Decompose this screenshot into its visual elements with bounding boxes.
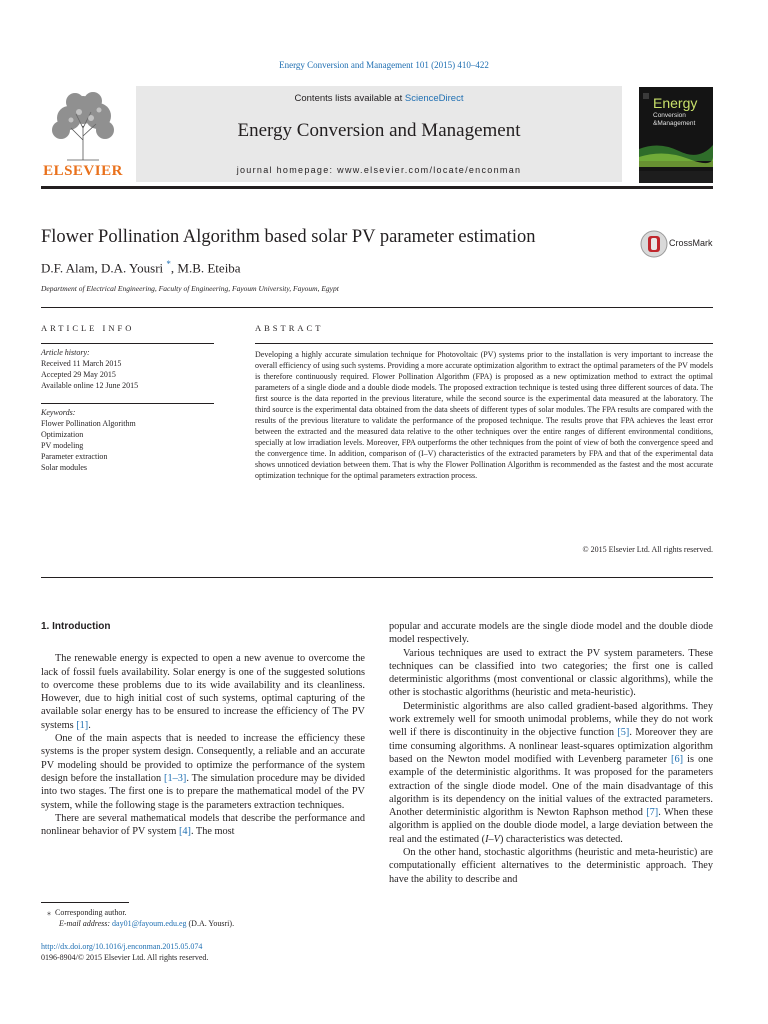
article-info-rule (41, 343, 214, 344)
journal-citation[interactable]: Energy Conversion and Management 101 (2015) 410–422 (279, 60, 489, 70)
body-paragraph: Deterministic algorithms are also called gradient-based algorithms. They work extremely well for smooth unimodal problems, while they do not work well if there is discontinuity in the objective function [5]. Moreover they are time consuming algorithms. A nonlinear least-squares optimization algorithm based on the Newton model modified with Levenberg parameter [6] is one example of the deterministic algorithms. It was proposed for the parameters extraction of the single diode model. One of the main disadvantage of this algorithm is its dependency on the initial values of the extracted parameters. Another deterministic algorithm is Newton Raphson method [7]. When these algorithm is applied on the double diode model, a large deviation between the real and the estimated (I–V) characteristics was detected. (389, 700, 714, 845)
body-paragraph: popular and accurate models are the single diode model and the double diode model respectively. (389, 621, 713, 646)
keywords-label: Keywords: (41, 408, 76, 417)
body-paragraph: One of the main aspects that is needed to increase the efficiency these systems is the proper system design. Consequently, a reliable and an accurate PV modeling should be provided to optimize the performance of the system design before the installation [1–3]. The simulation procedure may be divided into two stages. The first one is to prepare the mathematical model of the PV system, while the following stage is the parameters extraction techniques. (41, 733, 365, 811)
cover-title-energy: Energy (653, 95, 698, 111)
journal-cover-thumbnail (639, 87, 713, 183)
body-left-column (41, 620, 365, 838)
keyword-item: Solar modules (41, 463, 87, 472)
keywords-block (41, 407, 221, 473)
citation-ref[interactable]: [4] (178, 826, 191, 838)
article-history-label: Article history: (41, 348, 90, 357)
history-received: Received 11 March 2015 (41, 359, 122, 368)
author-name: M.B. Eteiba (177, 260, 241, 276)
issn-line: 0196-8904/© 2015 Elsevier Ltd. All rights reserved. (41, 953, 209, 962)
footnote-email-owner: (D.A. Yousri). (186, 919, 235, 928)
author-separator: , (170, 260, 178, 276)
sciencedirect-link[interactable]: ScienceDirect (404, 93, 464, 104)
cover-title-conversion: Conversion (653, 112, 686, 119)
header-rule (41, 186, 713, 189)
abstract-heading: ABSTRACT (255, 323, 324, 333)
contents-prefix: Contents lists available at (294, 93, 405, 104)
citation-ref[interactable]: [1–3] (164, 772, 187, 784)
keyword-item: Optimization (41, 430, 84, 439)
doi-link[interactable]: http://dx.doi.org/10.1016/j.enconman.2015.05.074 (41, 942, 203, 951)
title-rule (41, 307, 713, 308)
author-name: D.A. Yousri (101, 260, 164, 276)
journal-title: Energy Conversion and Management (237, 120, 521, 141)
citation-ref[interactable]: [1] (76, 719, 89, 731)
author-separator: , (94, 260, 101, 276)
elsevier-wordmark: ELSEVIER (43, 163, 123, 179)
footnote-email-label: E-mail address: (59, 919, 113, 928)
body-paragraph: Various techniques are used to extract the PV system parameters. These techniques can be classified into two categories; the first one is called deterministic algorithms (most conventional or classic algorithms), while the other is stochastic algorithms (heuristic and meta-heuristic). (389, 647, 713, 699)
citation-ref[interactable]: [7] (646, 807, 659, 819)
body-paragraph: The renewable energy is expected to open a new avenue to overcome the lack of fossil fuels availability. Solar energy is one of the suggested solutions to overcome these problems due to its wide availability and its cleanliness. However, due to high initial cost of such systems, optimal capturing of the available solar energy has to be ensured to increase the efficiency of The PV systems [1]. (41, 653, 365, 731)
author-list (41, 259, 241, 276)
article-history (41, 347, 221, 391)
footnote (47, 907, 367, 929)
abstract-rule (255, 343, 713, 344)
footnote-corresponding: Corresponding author. (55, 908, 127, 917)
history-online: Available online 12 June 2015 (41, 381, 139, 390)
keyword-item: PV modeling (41, 441, 84, 450)
body-paragraph: On the other hand, stochastic algorithms (heuristic and meta-heuristic) are computationally efficient alternatives to the deterministic approach. They have the ability to describe and (389, 847, 713, 885)
author-name: D.F. Alam (41, 260, 95, 276)
citation-ref[interactable]: [6] (671, 753, 684, 765)
affiliation: Department of Electrical Engineering, Faculty of Engineering, Fayoum University, Fayoum, Egypt (41, 284, 339, 293)
section-heading: 1. Introduction (41, 621, 111, 632)
corresponding-author-mark[interactable]: * (166, 259, 171, 269)
crossmark-label: CrossMark (669, 238, 713, 248)
history-accepted: Accepted 29 May 2015 (41, 370, 116, 379)
cover-title-management-word: Management (657, 120, 696, 127)
keyword-item: Parameter extraction (41, 452, 108, 461)
contents-availability (136, 93, 622, 104)
cover-title-amp: & (653, 120, 658, 127)
keywords-rule (41, 403, 214, 404)
footnote-mark: ⁎ (47, 908, 51, 917)
keyword-item: Flower Pollination Algorithm (41, 419, 136, 428)
paper-title: Flower Pollination Algorithm based solar PV parameter estimation (41, 227, 536, 247)
author-email-link[interactable]: day01@fayoum.edu.eg (112, 919, 187, 928)
crossmark-badge[interactable] (640, 230, 713, 263)
abstract-end-rule (41, 577, 713, 578)
journal-homepage[interactable]: journal homepage: www.elsevier.com/locate/enconman (236, 165, 522, 175)
abstract-text: Developing a highly accurate simulation technique for Photovoltaic (PV) systems prior to the installation is very important to increase the overall efficiency of using such systems. Providing a more accurate optimization algorithm to extract the optimal parameters of the PV models is therefore continuously required. Flower Pollination Algorithm (FPA) is proposed as a new optimization method to extract the optimal parameters of a single diode and a double diode models. The proposed extraction technique is tested using three different sources of data. The first source is the data reported in the previous literature, while the second source is the experimental data measured at the laboratory. The third source is the experimental data obtained from the data sheets of different types of solar modules. The FPA results are compared with the results of the previous literature to validate the performance of the proposed technique. The results prove that FPA achieves the least error between the extracted and the measured data relative to the other techniques over the entire ranges of different environmental conditions, specially at low irradiation levels. Moreover, FPA outperforms the other techniques from the point of view of both the convergence speed and the convergence time. In addition, comparison of (I–V) characteristics of the extracted parameters by FPA and that of the experimental data shows unnoticed deviation between them. That is why the Flower Pollination Algorithm is recommended as the fastest and the most accurate optimization technique for the optimal parameters extraction process. (255, 350, 713, 480)
footnote-rule (41, 902, 129, 903)
citation-ref[interactable]: [5] (617, 727, 630, 739)
abstract-copyright: © 2015 Elsevier Ltd. All rights reserved. (582, 545, 713, 554)
cover-title-management (653, 120, 695, 127)
article-info-heading: ARTICLE INFO (41, 323, 135, 333)
body-paragraph: There are several mathematical models that describe the performance and nonlinear behavior of PV system [4]. The most (41, 812, 365, 838)
body-right-column (389, 620, 713, 886)
